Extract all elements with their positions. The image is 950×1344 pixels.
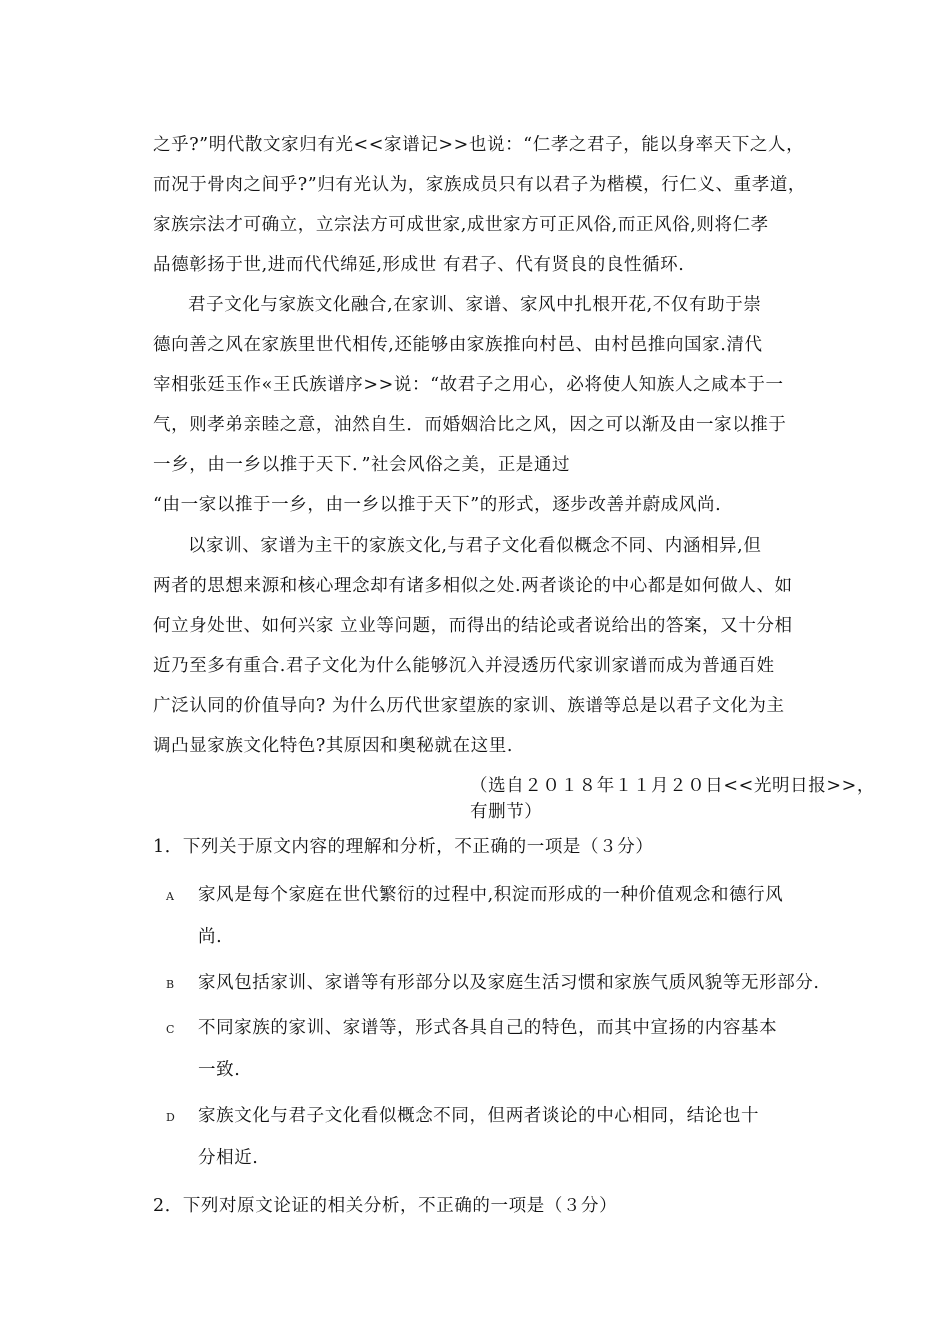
option-a-text: 家风是每个家庭在世代繁衍的过程中,积淀而形成的一种价值观念和德行风 bbox=[198, 885, 784, 905]
passage-line: 宰相张廷玉作«王氏族谱序>>说：“故君子之用心，必将使人知族人之咸本于一 bbox=[153, 375, 784, 395]
passage-line: 德向善之风在家族里世代相传,还能够由家族推向村邑、由村邑推向国家.清代 bbox=[153, 335, 763, 355]
passage-line: 近乃至多有重合.君子文化为什么能够沉入并浸透历代家训家谱而成为普通百姓 bbox=[153, 656, 775, 676]
passage-line: 家族宗法才可确立，立宗法方可成世家,成世家方可正风俗,而正风俗,则将仁孝 bbox=[153, 215, 769, 235]
option-c-text-cont: 一致. bbox=[198, 1060, 241, 1080]
option-d-text: 家族文化与君子文化看似概念不同，但两者谈论的中心相同，结论也十 bbox=[198, 1106, 760, 1126]
passage-line: 两者的思想来源和核心理念却有诸多相似之处.两者谈论的中心都是如何做人、如 bbox=[153, 576, 793, 596]
question-1-stem: 1．下列关于原文内容的理解和分析，不正确的一项是（３分） bbox=[153, 837, 654, 857]
passage-line: 气，则孝弟亲睦之意，油然自生．而婚姻洽比之风，因之可以渐及由一家以推于 bbox=[153, 415, 787, 435]
passage-line: 以家训、家谱为主干的家族文化,与君子文化看似概念不同、内涵相异,但 bbox=[188, 536, 762, 556]
passage-line: 广泛认同的价值导向? 为什么历代世家望族的家训、族谱等总是以君子文化为主 bbox=[153, 696, 785, 716]
passage-line: 品德彰扬于世,进而代代绵延,形成世 有君子、代有贤良的良性循环. bbox=[153, 255, 685, 275]
option-b-text: 家风包括家训、家谱等有形部分以及家庭生活习惯和家族气质风貌等无形部分. bbox=[198, 973, 820, 993]
option-a-letter: A bbox=[166, 890, 174, 903]
passage-line: 而况于骨肉之间乎?”归有光认为，家族成员只有以君子为楷模，行仁义、重孝道， bbox=[153, 175, 807, 195]
option-c-text: 不同家族的家训、家谱等，形式各具自己的特色，而其中宣扬的内容基本 bbox=[198, 1018, 778, 1038]
passage-line: “由一家以推于一乡，由一乡以推于天下”的形式，逐步改善并蔚成风尚. bbox=[153, 495, 722, 515]
option-d-text-cont: 分相近. bbox=[198, 1148, 259, 1168]
option-c-letter: C bbox=[166, 1023, 175, 1036]
source-citation: （选自２０１８年１１月２０日<<光明日报>>， bbox=[470, 776, 875, 796]
passage-line: 君子文化与家族文化融合,在家训、家谱、家风中扎根开花,不仅有助于崇 bbox=[188, 295, 762, 315]
passage-line: 之乎?”明代散文家归有光<<家谱记>>也说：“仁孝之君子，能以身率天下之人， bbox=[153, 135, 805, 155]
option-d-letter: D bbox=[166, 1111, 175, 1124]
source-citation-cont: 有删节） bbox=[470, 802, 543, 822]
passage-line: 一乡，由一乡以推于天下．”社会风俗之美，正是通过 bbox=[153, 455, 571, 475]
passage-line: 调凸显家族文化特色?其原因和奥秘就在这里. bbox=[153, 736, 514, 756]
passage-line: 何立身处世、如何兴家 立业等问题，而得出的结论或者说给出的答案，又十分相 bbox=[153, 616, 793, 636]
question-2-stem: 2．下列对原文论证的相关分析，不正确的一项是（３分） bbox=[153, 1196, 618, 1216]
option-b-letter: B bbox=[166, 978, 175, 991]
option-a-text-cont: 尚. bbox=[198, 927, 223, 947]
